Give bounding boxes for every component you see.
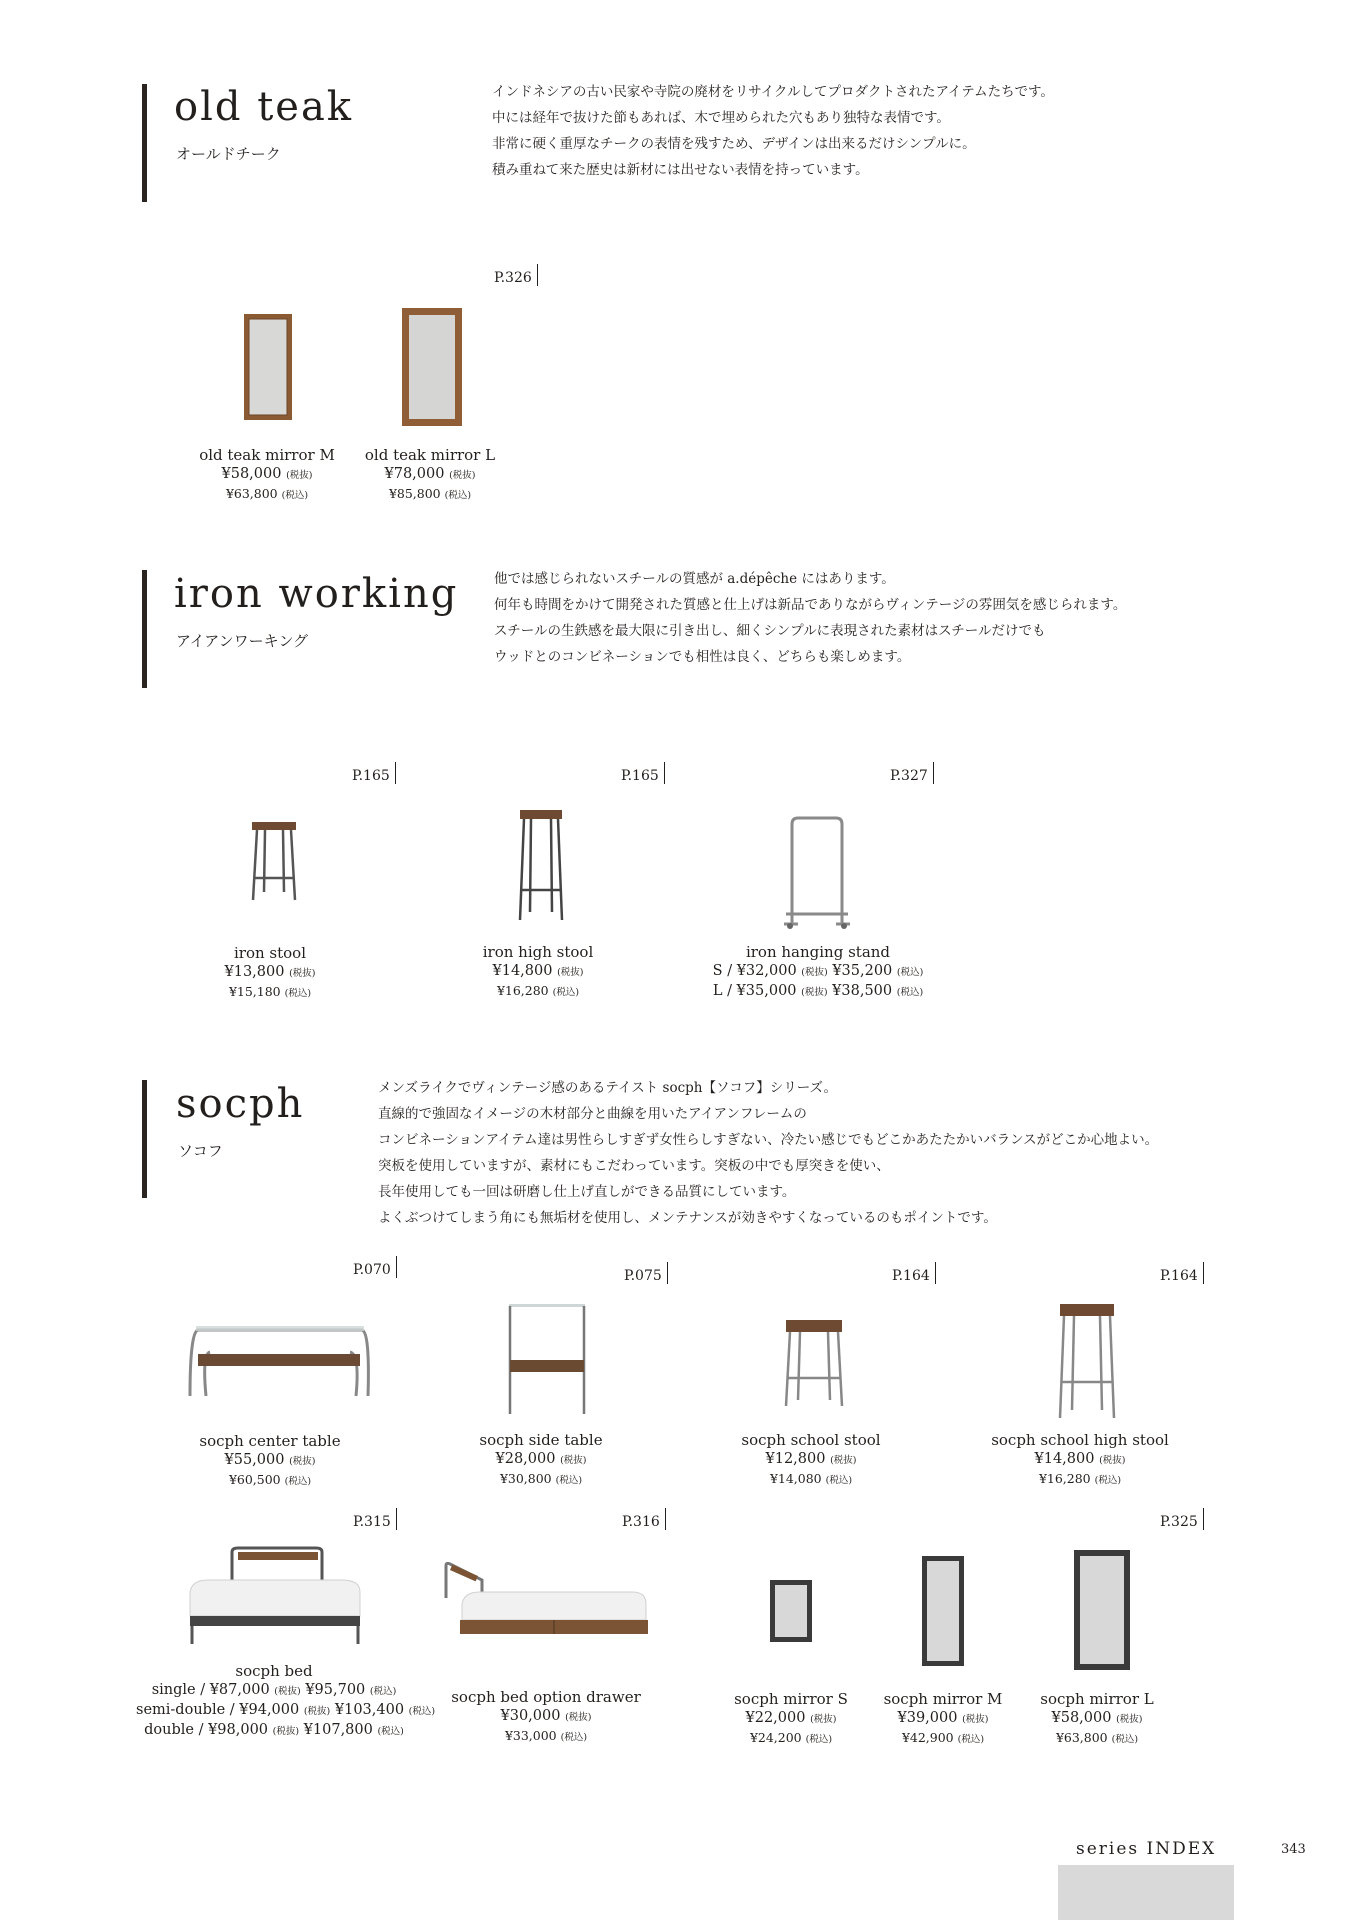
section-accent-bar [142,84,147,202]
section-subtitle-iron-working: アイアンワーキング [176,632,309,650]
iron-high-stool-image [514,808,568,922]
page-reference: P.165 [348,762,396,784]
page-reference: P.326 [490,264,538,286]
product-socph-side-table: socph side table ¥28,000 (税抜) ¥30,800 (税込) [479,1431,603,1486]
product-socph-mirror-m: socph mirror M ¥39,000 (税抜) ¥42,900 (税込) [883,1690,1003,1745]
socph-side-table-image [505,1302,589,1416]
page-reference: P.327 [886,762,934,784]
product-iron-hanging-stand: iron hanging stand S / ¥32,000 (税抜) ¥35,200 (税込) L / ¥35,000 (税抜) ¥38,500 (税込) [712,943,924,999]
section-accent-bar [142,1080,147,1198]
socph-school-stool-image [780,1318,848,1408]
section-description-socph: メンズライクでヴィンテージ感のあるテイスト socph【ソコフ】シリーズ。 直線的で強固なイメージの木材部分と曲線を用いたアイアンフレームの コンビネーションアイテム達は男性らしすぎず女性らしすぎない、冷たい感じでもどこかあたたかいバランスがどこか心地よい。 突板を使用していますが、素材にもこだわっています。突板の中でも厚突きを使い、 長年使用しても一回は研磨し仕上げ直しができる品質にしています。 よくぶつけてしまう角にも無垢材を使用し、メンテナンスが効きやすくなっているのもポイントです。 [378,1080,1159,1226]
section-title-old-teak: old teak [174,84,354,130]
page-reference: P.315 [349,1508,397,1530]
iron-hanging-stand-image [784,814,850,930]
product-socph-bed: socph bed single / ¥87,000 (税抜) ¥95,700 (税込) semi-double / ¥94,000 (税抜) ¥103,400 (税込) double / ¥98,000 (税抜) ¥107,800 (税込) [136,1662,436,1738]
page-number: 343 [1281,1842,1306,1857]
page-reference: P.164 [888,1262,936,1284]
socph-bed-image [188,1546,362,1648]
page-reference: P.075 [620,1262,668,1284]
socph-school-high-stool-image [1054,1302,1120,1420]
page-reference: P.165 [617,762,665,784]
product-socph-school-high-stool: socph school high stool ¥14,800 (税抜) ¥16,280 (税込) [991,1431,1169,1486]
product-socph-center-table: socph center table ¥55,000 (税抜) ¥60,500 (税込) [199,1432,341,1487]
section-title-socph: socph [176,1081,305,1127]
product-socph-mirror-s: socph mirror S ¥22,000 (税抜) ¥24,200 (税込) [734,1690,848,1745]
footer-series-index: series INDEX [1076,1839,1217,1859]
product-socph-school-stool: socph school stool ¥12,800 (税抜) ¥14,080 (税込) [741,1431,881,1486]
product-socph-bed-option-drawer: socph bed option drawer ¥30,000 (税抜) ¥33,000 (税込) [451,1688,641,1743]
old-teak-mirror-m-image [244,314,292,420]
product-iron-stool: iron stool ¥13,800 (税抜) ¥15,180 (税込) [224,944,316,999]
product-iron-high-stool: iron high stool ¥14,800 (税抜) ¥16,280 (税込) [482,943,594,998]
iron-stool-image [248,820,300,902]
product-socph-mirror-l: socph mirror L ¥58,000 (税抜) ¥63,800 (税込) [1040,1690,1154,1745]
product-old-teak-mirror-m: old teak mirror M ¥58,000 (税抜) ¥63,800 (税込) [199,446,335,501]
section-subtitle-old-teak: オールドチーク [176,145,281,163]
section-subtitle-socph: ソコフ [178,1142,223,1160]
socph-mirror-m-image [922,1556,964,1666]
section-description-old-teak: インドネシアの古い民家や寺院の廃材をリサイクルしてプロダクトされたアイテムたちです。 中には経年で抜けた節もあれば、木で埋められた穴もあり独特な表情です。 非常に硬く重厚なチークの表情を残すため、デザインは出来るだけシンプルに。 積み重ねて来た歴史は新材には出せない表情を持っています。 [492,84,1054,178]
old-teak-mirror-l-image [402,308,462,426]
section-accent-bar [142,570,147,688]
page-reference: P.070 [349,1256,397,1278]
page-reference: P.325 [1156,1508,1204,1530]
product-old-teak-mirror-l: old teak mirror L ¥78,000 (税抜) ¥85,800 (税込) [364,446,496,501]
section-description-iron-working: 他では感じられないスチールの質感が a.dépêche にはあります。 何年も時間をかけて開発された質感と仕上げは新品でありながらヴィンテージの雰囲気を感じられます。 スチールの生鉄感を最大限に引き出し、細くシンプルに表現された素材はスチールだけでも ウッドとのコンビネーションでも相性は良く、どちらも楽しめます。 [494,571,1127,665]
page-reference: P.316 [618,1508,666,1530]
page-reference: P.164 [1156,1262,1204,1284]
footer-tab [1058,1865,1234,1920]
socph-bed-option-drawer-image [442,1558,650,1642]
socph-center-table-image [186,1324,372,1400]
socph-mirror-s-image [770,1580,812,1642]
socph-mirror-l-image [1074,1550,1130,1670]
section-title-iron-working: iron working [174,571,459,617]
